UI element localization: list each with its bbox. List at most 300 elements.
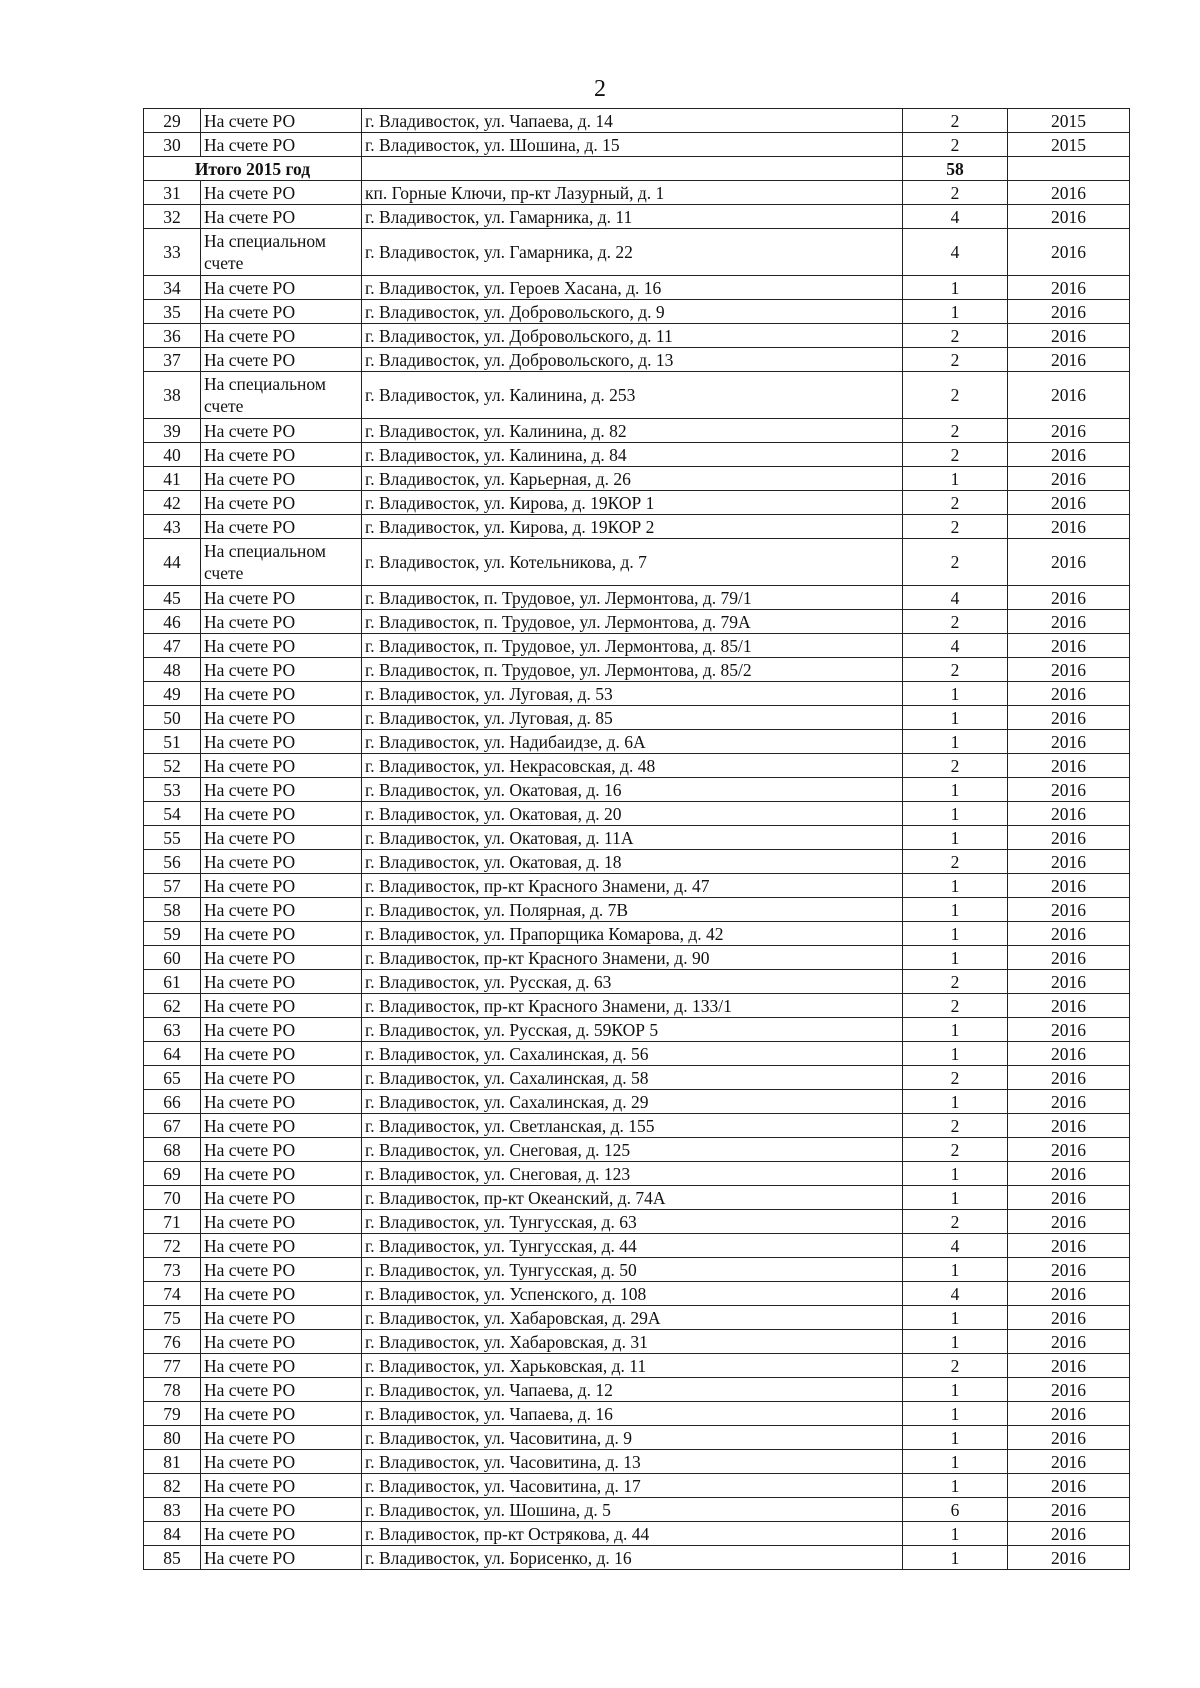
table-row: [144, 300, 1130, 324]
address: г. Владивосток, ул. Часовитина, д. 9: [362, 1426, 903, 1450]
address: г. Владивосток, ул. Тунгусская, д. 44: [362, 1234, 903, 1258]
address: г. Владивосток, ул. Светланская, д. 155: [362, 1114, 903, 1138]
account-status: На счете РО: [201, 1522, 362, 1546]
year: 2016: [1008, 1306, 1130, 1330]
row-number: 75: [144, 1306, 201, 1330]
year: 2016: [1008, 970, 1130, 994]
row-number: 53: [144, 778, 201, 802]
table-row: [144, 467, 1130, 491]
table-row: [144, 922, 1130, 946]
address: г. Владивосток, ул. Некрасовская, д. 48: [362, 754, 903, 778]
row-number: 50: [144, 706, 201, 730]
quantity: 1: [903, 467, 1008, 491]
quantity: 1: [903, 1426, 1008, 1450]
quantity: 2: [903, 491, 1008, 515]
account-status: На счете РО: [201, 205, 362, 229]
table-row: [144, 133, 1130, 157]
year: 2016: [1008, 1258, 1130, 1282]
row-number: 82: [144, 1474, 201, 1498]
quantity: 1: [903, 1522, 1008, 1546]
account-status: На счете РО: [201, 1186, 362, 1210]
table-row: [144, 946, 1130, 970]
address: г. Владивосток, ул. Луговая, д. 53: [362, 682, 903, 706]
address: г. Владивосток, ул. Гамарника, д. 22: [362, 229, 903, 276]
address: г. Владивосток, ул. Добровольского, д. 11: [362, 324, 903, 348]
account-status: На счете РО: [201, 682, 362, 706]
quantity: 2: [903, 109, 1008, 133]
quantity: 1: [903, 802, 1008, 826]
quantity: 1: [903, 300, 1008, 324]
quantity: 1: [903, 1450, 1008, 1474]
address: г. Владивосток, п. Трудовое, ул. Лермонтова, д. 85/1: [362, 634, 903, 658]
address: г. Владивосток, ул. Луговая, д. 85: [362, 706, 903, 730]
quantity: 2: [903, 754, 1008, 778]
year: 2016: [1008, 491, 1130, 515]
row-number: 63: [144, 1018, 201, 1042]
address: г. Владивосток, ул. Харьковская, д. 11: [362, 1354, 903, 1378]
address: г. Владивосток, п. Трудовое, ул. Лермонтова, д. 79А: [362, 610, 903, 634]
year: 2016: [1008, 1474, 1130, 1498]
quantity: 4: [903, 205, 1008, 229]
row-number: 80: [144, 1426, 201, 1450]
row-number: 33: [144, 229, 201, 276]
quantity: 1: [903, 922, 1008, 946]
quantity: 4: [903, 229, 1008, 276]
row-number: 39: [144, 419, 201, 443]
table-row: [144, 634, 1130, 658]
table-row: [144, 1258, 1130, 1282]
year: 2016: [1008, 1498, 1130, 1522]
account-status: На специальном счете: [201, 229, 362, 276]
quantity: 1: [903, 1090, 1008, 1114]
account-status: На счете РО: [201, 1498, 362, 1522]
subtotal-label: Итого 2015 год: [144, 157, 362, 181]
year: 2016: [1008, 1210, 1130, 1234]
row-number: 40: [144, 443, 201, 467]
address: г. Владивосток, ул. Тунгусская, д. 50: [362, 1258, 903, 1282]
year: 2016: [1008, 539, 1130, 586]
table-row: [144, 586, 1130, 610]
table-row: [144, 1066, 1130, 1090]
year: 2016: [1008, 1378, 1130, 1402]
account-status: На счете РО: [201, 994, 362, 1018]
table-row: [144, 229, 1130, 276]
year: 2016: [1008, 515, 1130, 539]
account-status: На счете РО: [201, 1378, 362, 1402]
row-number: 47: [144, 634, 201, 658]
table-row: [144, 754, 1130, 778]
account-status: На счете РО: [201, 1426, 362, 1450]
account-status: На счете РО: [201, 802, 362, 826]
account-status: На счете РО: [201, 850, 362, 874]
address: г. Владивосток, ул. Часовитина, д. 13: [362, 1450, 903, 1474]
quantity: 1: [903, 1306, 1008, 1330]
account-status: На счете РО: [201, 276, 362, 300]
account-status: На специальном счете: [201, 539, 362, 586]
subtotal-value: 58: [903, 157, 1008, 181]
address: г. Владивосток, ул. Снеговая, д. 123: [362, 1162, 903, 1186]
table-row: [144, 1426, 1130, 1450]
year: 2016: [1008, 682, 1130, 706]
year: 2016: [1008, 1138, 1130, 1162]
row-number: 52: [144, 754, 201, 778]
address: г. Владивосток, ул. Окатовая, д. 11А: [362, 826, 903, 850]
address: г. Владивосток, ул. Снеговая, д. 125: [362, 1138, 903, 1162]
table-row: [144, 658, 1130, 682]
registry-table: [143, 108, 1130, 1570]
row-number: 57: [144, 874, 201, 898]
row-number: 48: [144, 658, 201, 682]
account-status: На счете РО: [201, 1282, 362, 1306]
quantity: 2: [903, 419, 1008, 443]
table-row: [144, 1234, 1130, 1258]
year: 2016: [1008, 730, 1130, 754]
quantity: 2: [903, 348, 1008, 372]
quantity: 2: [903, 1138, 1008, 1162]
year: 2016: [1008, 898, 1130, 922]
account-status: На счете РО: [201, 946, 362, 970]
account-status: На счете РО: [201, 443, 362, 467]
year: 2016: [1008, 1546, 1130, 1570]
year: 2016: [1008, 826, 1130, 850]
account-status: На счете РО: [201, 826, 362, 850]
address: г. Владивосток, ул. Добровольского, д. 9: [362, 300, 903, 324]
quantity: 1: [903, 1258, 1008, 1282]
quantity: 2: [903, 1354, 1008, 1378]
year: 2016: [1008, 946, 1130, 970]
address: г. Владивосток, ул. Карьерная, д. 26: [362, 467, 903, 491]
address: г. Владивосток, ул. Хабаровская, д. 29А: [362, 1306, 903, 1330]
address: г. Владивосток, ул. Шошина, д. 5: [362, 1498, 903, 1522]
table-row: [144, 1546, 1130, 1570]
year: 2016: [1008, 467, 1130, 491]
quantity: 2: [903, 610, 1008, 634]
account-status: На специальном счете: [201, 372, 362, 419]
row-number: 32: [144, 205, 201, 229]
address: г. Владивосток, пр-кт Острякова, д. 44: [362, 1522, 903, 1546]
table-row: [144, 1330, 1130, 1354]
address: г. Владивосток, ул. Героев Хасана, д. 16: [362, 276, 903, 300]
quantity: 1: [903, 946, 1008, 970]
account-status: На счете РО: [201, 874, 362, 898]
account-status: На счете РО: [201, 1138, 362, 1162]
table-row: [144, 1186, 1130, 1210]
row-number: 69: [144, 1162, 201, 1186]
quantity: 1: [903, 874, 1008, 898]
address: г. Владивосток, ул. Тунгусская, д. 63: [362, 1210, 903, 1234]
row-number: 30: [144, 133, 201, 157]
account-status: На счете РО: [201, 515, 362, 539]
table-row: [144, 515, 1130, 539]
row-number: 81: [144, 1450, 201, 1474]
table-row: [144, 205, 1130, 229]
quantity: 2: [903, 970, 1008, 994]
address: г. Владивосток, ул. Сахалинская, д. 29: [362, 1090, 903, 1114]
address: г. Владивосток, ул. Гамарника, д. 11: [362, 205, 903, 229]
address: г. Владивосток, ул. Добровольского, д. 13: [362, 348, 903, 372]
address: г. Владивосток, п. Трудовое, ул. Лермонтова, д. 79/1: [362, 586, 903, 610]
address: г. Владивосток, ул. Окатовая, д. 20: [362, 802, 903, 826]
year: 2016: [1008, 922, 1130, 946]
row-number: 59: [144, 922, 201, 946]
year: 2015: [1008, 109, 1130, 133]
address: г. Владивосток, ул. Прапорщика Комарова, д. 42: [362, 922, 903, 946]
row-number: 66: [144, 1090, 201, 1114]
quantity: 1: [903, 730, 1008, 754]
year: 2016: [1008, 276, 1130, 300]
table-row: [144, 778, 1130, 802]
year: 2016: [1008, 443, 1130, 467]
row-number: 77: [144, 1354, 201, 1378]
row-number: 45: [144, 586, 201, 610]
row-number: 67: [144, 1114, 201, 1138]
year: 2016: [1008, 1114, 1130, 1138]
row-number: 56: [144, 850, 201, 874]
account-status: На счете РО: [201, 324, 362, 348]
account-status: На счете РО: [201, 778, 362, 802]
quantity: 2: [903, 994, 1008, 1018]
year: 2016: [1008, 1066, 1130, 1090]
row-number: 36: [144, 324, 201, 348]
table-row: [144, 1354, 1130, 1378]
account-status: На счете РО: [201, 730, 362, 754]
table-row: [144, 874, 1130, 898]
address: г. Владивосток, ул. Чапаева, д. 12: [362, 1378, 903, 1402]
account-status: На счете РО: [201, 1474, 362, 1498]
account-status: На счете РО: [201, 1234, 362, 1258]
address: г. Владивосток, ул. Хабаровская, д. 31: [362, 1330, 903, 1354]
year: 2016: [1008, 300, 1130, 324]
row-number: 60: [144, 946, 201, 970]
row-number: 73: [144, 1258, 201, 1282]
account-status: На счете РО: [201, 898, 362, 922]
address: г. Владивосток, пр-кт Океанский, д. 74А: [362, 1186, 903, 1210]
account-status: На счете РО: [201, 1162, 362, 1186]
quantity: 6: [903, 1498, 1008, 1522]
subtotal-empty-year-cell: [1008, 157, 1130, 181]
account-status: На счете РО: [201, 1450, 362, 1474]
quantity: 1: [903, 778, 1008, 802]
row-number: 44: [144, 539, 201, 586]
quantity: 2: [903, 443, 1008, 467]
table-row: [144, 1138, 1130, 1162]
account-status: На счете РО: [201, 1402, 362, 1426]
quantity: 1: [903, 1474, 1008, 1498]
address: г. Владивосток, ул. Надибаидзе, д. 6А: [362, 730, 903, 754]
address: г. Владивосток, пр-кт Красного Знамени, д. 90: [362, 946, 903, 970]
account-status: На счете РО: [201, 348, 362, 372]
quantity: 1: [903, 1186, 1008, 1210]
account-status: На счете РО: [201, 1066, 362, 1090]
year: 2016: [1008, 1282, 1130, 1306]
table-row: [144, 970, 1130, 994]
quantity: 1: [903, 682, 1008, 706]
address: г. Владивосток, ул. Котельникова, д. 7: [362, 539, 903, 586]
account-status: На счете РО: [201, 1114, 362, 1138]
year: 2016: [1008, 802, 1130, 826]
quantity: 2: [903, 133, 1008, 157]
row-number: 64: [144, 1042, 201, 1066]
row-number: 46: [144, 610, 201, 634]
year: 2016: [1008, 706, 1130, 730]
address: г. Владивосток, ул. Сахалинская, д. 56: [362, 1042, 903, 1066]
quantity: 2: [903, 1210, 1008, 1234]
table-row: [144, 826, 1130, 850]
row-number: 70: [144, 1186, 201, 1210]
table-row: [144, 802, 1130, 826]
address: г. Владивосток, ул. Чапаева, д. 14: [362, 109, 903, 133]
row-number: 83: [144, 1498, 201, 1522]
account-status: На счете РО: [201, 133, 362, 157]
year: 2016: [1008, 1450, 1130, 1474]
row-number: 54: [144, 802, 201, 826]
quantity: 4: [903, 1282, 1008, 1306]
row-number: 42: [144, 491, 201, 515]
address: г. Владивосток, ул. Калинина, д. 82: [362, 419, 903, 443]
row-number: 68: [144, 1138, 201, 1162]
quantity: 2: [903, 539, 1008, 586]
account-status: На счете РО: [201, 419, 362, 443]
row-number: 74: [144, 1282, 201, 1306]
table-row: [144, 898, 1130, 922]
account-status: На счете РО: [201, 970, 362, 994]
account-status: На счете РО: [201, 706, 362, 730]
table-row: [144, 994, 1130, 1018]
address: г. Владивосток, ул. Русская, д. 63: [362, 970, 903, 994]
table-row: [144, 1114, 1130, 1138]
year: 2016: [1008, 1330, 1130, 1354]
year: 2016: [1008, 610, 1130, 634]
address: г. Владивосток, пр-кт Красного Знамени, д. 47: [362, 874, 903, 898]
account-status: На счете РО: [201, 1306, 362, 1330]
account-status: На счете РО: [201, 181, 362, 205]
year: 2016: [1008, 658, 1130, 682]
year: 2016: [1008, 348, 1130, 372]
year: 2015: [1008, 133, 1130, 157]
quantity: 1: [903, 1378, 1008, 1402]
account-status: На счете РО: [201, 1210, 362, 1234]
quantity: 1: [903, 1042, 1008, 1066]
table-row: [144, 443, 1130, 467]
row-number: 65: [144, 1066, 201, 1090]
row-number: 61: [144, 970, 201, 994]
year: 2016: [1008, 634, 1130, 658]
table-row: [144, 706, 1130, 730]
account-status: На счете РО: [201, 300, 362, 324]
address: г. Владивосток, ул. Чапаева, д. 16: [362, 1402, 903, 1426]
quantity: 2: [903, 515, 1008, 539]
table-row: [144, 419, 1130, 443]
table-row: [144, 1498, 1130, 1522]
row-number: 79: [144, 1402, 201, 1426]
quantity: 1: [903, 276, 1008, 300]
address: г. Владивосток, п. Трудовое, ул. Лермонтова, д. 85/2: [362, 658, 903, 682]
table-row: [144, 539, 1130, 586]
year: 2016: [1008, 874, 1130, 898]
address: г. Владивосток, ул. Шошина, д. 15: [362, 133, 903, 157]
account-status: На счете РО: [201, 1354, 362, 1378]
table-row: [144, 682, 1130, 706]
row-number: 34: [144, 276, 201, 300]
address: г. Владивосток, ул. Окатовая, д. 16: [362, 778, 903, 802]
table-row: [144, 850, 1130, 874]
address: г. Владивосток, ул. Окатовая, д. 18: [362, 850, 903, 874]
address: г. Владивосток, ул. Борисенко, д. 16: [362, 1546, 903, 1570]
row-number: 55: [144, 826, 201, 850]
quantity: 1: [903, 1546, 1008, 1570]
subtotal-row: [144, 157, 1130, 181]
table-row: [144, 181, 1130, 205]
quantity: 2: [903, 658, 1008, 682]
year: 2016: [1008, 1522, 1130, 1546]
address: г. Владивосток, ул. Русская, д. 59КОР 5: [362, 1018, 903, 1042]
page-number: 2: [594, 76, 606, 102]
table-row: [144, 1282, 1130, 1306]
quantity: 4: [903, 586, 1008, 610]
quantity: 1: [903, 706, 1008, 730]
account-status: На счете РО: [201, 1546, 362, 1570]
table-row: [144, 324, 1130, 348]
account-status: На счете РО: [201, 634, 362, 658]
quantity: 1: [903, 1018, 1008, 1042]
account-status: На счете РО: [201, 491, 362, 515]
table-row: [144, 109, 1130, 133]
table-row: [144, 1402, 1130, 1426]
table-body-2016: [144, 181, 1130, 1570]
quantity: 1: [903, 1162, 1008, 1186]
year: 2016: [1008, 372, 1130, 419]
account-status: На счете РО: [201, 754, 362, 778]
row-number: 72: [144, 1234, 201, 1258]
quantity: 1: [903, 826, 1008, 850]
year: 2016: [1008, 324, 1130, 348]
quantity: 1: [903, 898, 1008, 922]
quantity: 2: [903, 181, 1008, 205]
row-number: 49: [144, 682, 201, 706]
address: г. Владивосток, ул. Сахалинская, д. 58: [362, 1066, 903, 1090]
table-row: [144, 1522, 1130, 1546]
table-row: [144, 730, 1130, 754]
address: г. Владивосток, ул. Кирова, д. 19КОР 1: [362, 491, 903, 515]
table-row: [144, 610, 1130, 634]
account-status: На счете РО: [201, 586, 362, 610]
row-number: 29: [144, 109, 201, 133]
address: кп. Горные Ключи, пр-кт Лазурный, д. 1: [362, 181, 903, 205]
year: 2016: [1008, 1018, 1130, 1042]
subtotal-empty-cell: [362, 157, 903, 181]
year: 2016: [1008, 1042, 1130, 1066]
table-row: [144, 1474, 1130, 1498]
quantity: 2: [903, 850, 1008, 874]
row-number: 85: [144, 1546, 201, 1570]
year: 2016: [1008, 419, 1130, 443]
table-row: [144, 348, 1130, 372]
account-status: На счете РО: [201, 1090, 362, 1114]
quantity: 2: [903, 324, 1008, 348]
year: 2016: [1008, 205, 1130, 229]
year: 2016: [1008, 229, 1130, 276]
address: г. Владивосток, ул. Калинина, д. 253: [362, 372, 903, 419]
row-number: 71: [144, 1210, 201, 1234]
table-row: [144, 1378, 1130, 1402]
row-number: 78: [144, 1378, 201, 1402]
year: 2016: [1008, 181, 1130, 205]
account-status: На счете РО: [201, 610, 362, 634]
row-number: 37: [144, 348, 201, 372]
subtotal-section: [144, 157, 1130, 181]
row-number: 43: [144, 515, 201, 539]
account-status: На счете РО: [201, 1018, 362, 1042]
